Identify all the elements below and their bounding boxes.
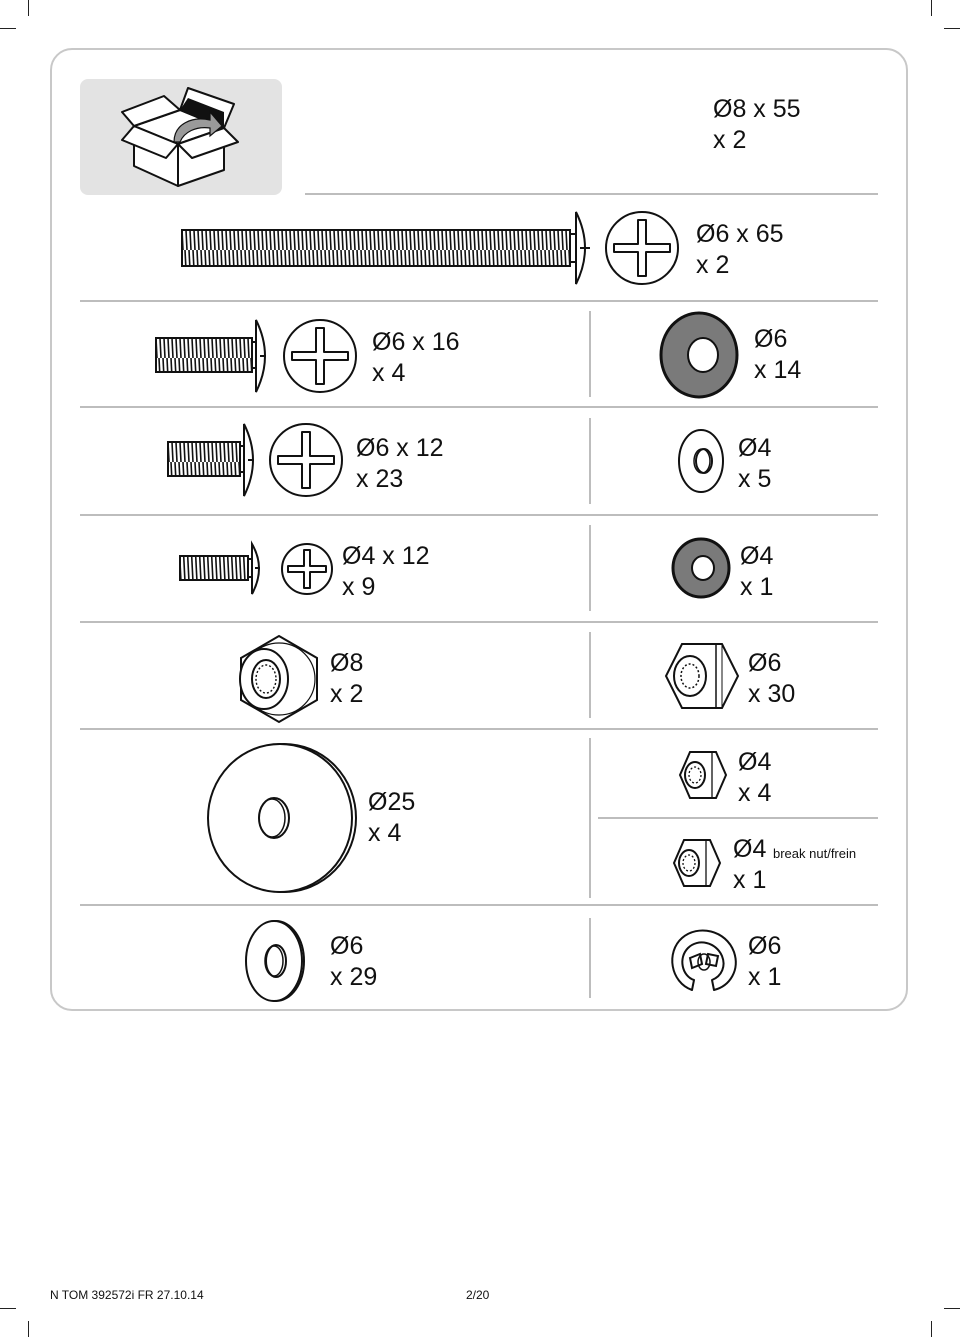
phillips-head-icon [604,210,680,286]
part-qty: x 1 [740,573,774,601]
part-label [713,94,801,156]
part-size: Ø25 [368,788,416,816]
long-bolt-icon [180,210,600,288]
part-label [330,648,363,710]
bolt-icon [178,542,266,596]
part-label [740,541,773,603]
lock-nut-icon [234,634,324,724]
dark-washer-icon [670,536,732,600]
hex-nut-icon [672,838,722,888]
part-qty: x 23 [356,465,404,493]
washer-icon [244,918,306,1004]
divider [598,817,878,819]
part-label [696,219,784,281]
part-qty: x 1 [733,866,767,894]
divider [80,621,878,623]
part-label [368,787,415,849]
hex-nut-icon [678,750,728,800]
part-size: Ø8 x 55 [713,95,801,123]
part-size: Ø8 [330,649,364,677]
part-label [356,433,444,495]
part-label [738,433,771,495]
part-label [754,324,801,386]
divider [80,514,878,516]
divider [589,632,591,718]
divider [589,738,591,898]
part-label [748,648,795,710]
part-note: break nut/frein [773,846,857,861]
part-qty: x 9 [342,573,376,601]
part-size: Ø6 [330,932,364,960]
part-qty: x 4 [372,359,406,387]
large-washer-icon [206,742,358,894]
phillips-head-icon [268,422,344,498]
divider [589,418,591,504]
part-size: Ø4 [738,748,772,776]
part-qty: x 14 [754,356,802,384]
page-number: 2/20 [466,1288,490,1302]
part-size: Ø6 x 12 [356,434,444,462]
crop-mark [931,1321,932,1337]
part-qty: x 2 [713,126,747,154]
washer-icon [676,428,726,494]
bolt-icon [154,318,270,394]
crop-mark [944,1308,960,1309]
part-label [372,327,460,389]
part-label [748,931,781,993]
divider [80,406,878,408]
dark-washer-icon [658,310,740,400]
divider [80,728,878,730]
part-size: Ø4 [733,835,767,863]
divider [589,525,591,611]
part-size: Ø4 x 12 [342,542,430,570]
part-size: Ø6 x 65 [696,220,784,248]
document-reference: N TOM 392572i FR 27.10.14 [50,1288,204,1302]
part-size: Ø4 [740,542,774,570]
part-label [738,747,771,809]
part-label [342,541,430,603]
divider [589,918,591,998]
hex-nut-icon [664,642,740,710]
phillips-head-icon [282,318,358,394]
divider [80,300,878,302]
crop-mark [28,1321,29,1337]
part-size: Ø6 [754,325,788,353]
open-box-icon [118,84,242,190]
part-qty: x 2 [330,680,364,708]
part-label [330,931,377,993]
part-size: Ø4 [738,434,772,462]
crop-mark [944,28,960,29]
circlip-icon [664,924,738,998]
part-qty: x 4 [368,819,402,847]
divider [589,311,591,397]
bolt-icon [166,422,262,498]
part-size: Ø6 [748,932,782,960]
part-qty: x 5 [738,465,772,493]
crop-mark [0,28,16,29]
part-qty: x 29 [330,963,378,991]
crop-mark [0,1308,16,1309]
divider [305,193,878,195]
part-qty: x 30 [748,680,796,708]
part-size: Ø6 x 16 [372,328,460,356]
crop-mark [28,0,29,16]
part-qty: x 4 [738,779,772,807]
part-size: Ø6 [748,649,782,677]
part-qty: x 2 [696,251,730,279]
divider [80,904,878,906]
phillips-head-icon [280,542,334,596]
part-qty: x 1 [748,963,782,991]
crop-mark [931,0,932,16]
